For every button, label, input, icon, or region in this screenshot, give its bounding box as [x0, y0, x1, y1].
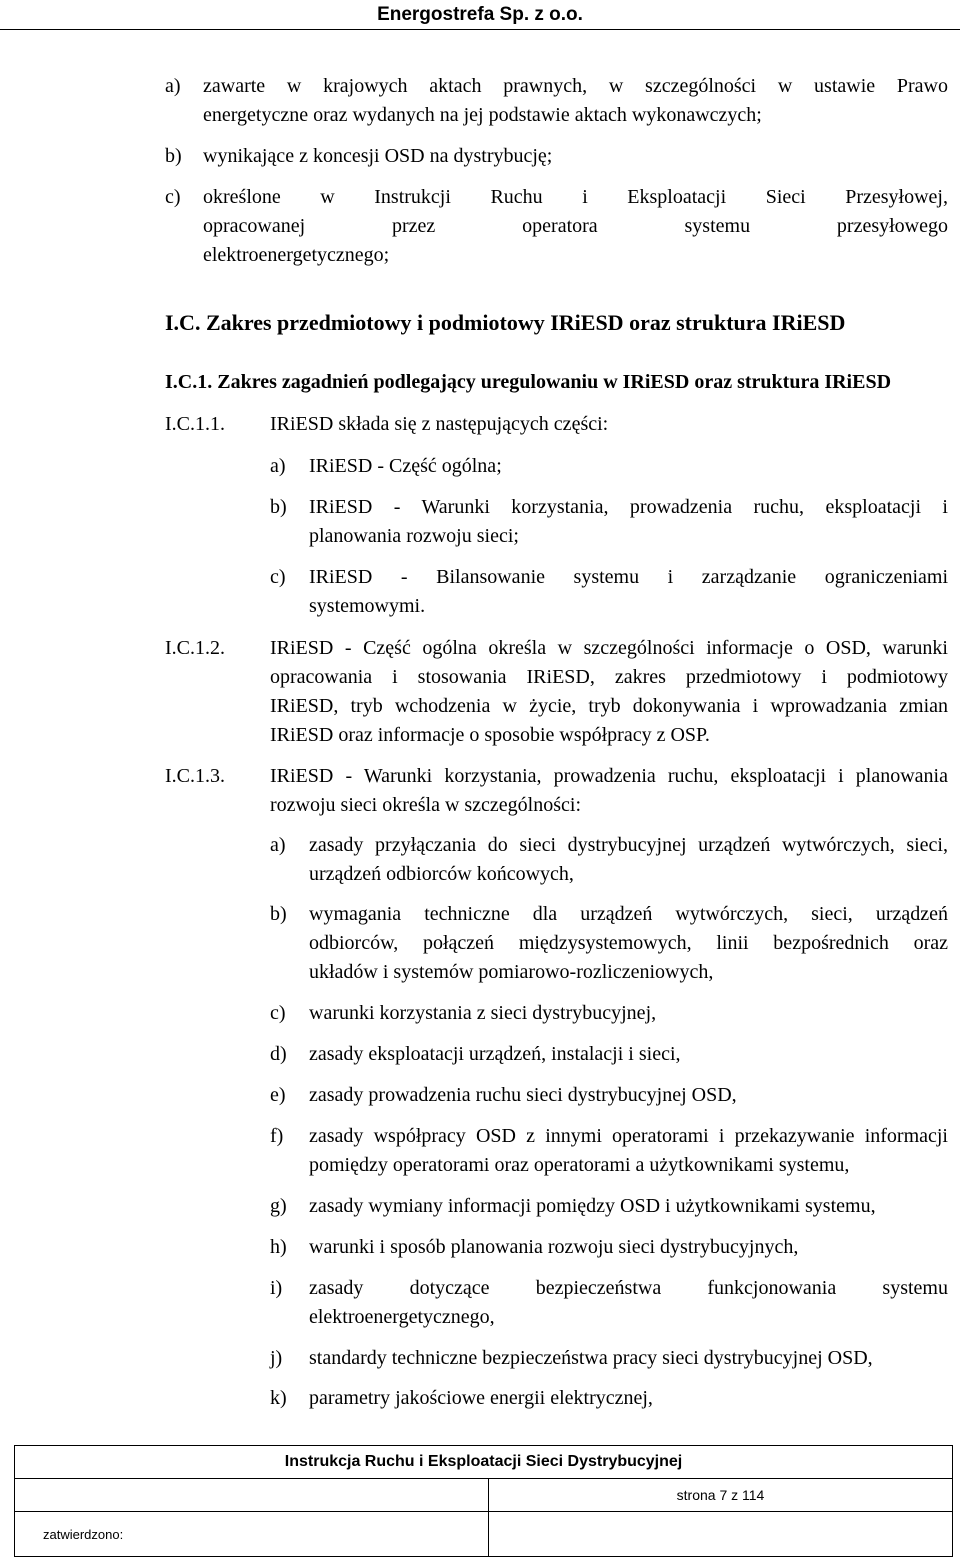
list-item-line: odbiorców, połączeń międzysystemowych, linii bezpośrednich oraz [309, 932, 948, 954]
page-number: strona 7 z 114 [489, 1479, 953, 1512]
paragraph-text: IRiESD oraz informacje o sposobie współpracy z OSP. [270, 724, 710, 746]
footer-cell-empty [15, 1479, 489, 1512]
list-item-line: zasady współpracy OSD z innymi operatorami i przekazywanie informacji [309, 1125, 948, 1147]
list-item-line: układów i systemów pomiarowo-rozliczeniowych, [309, 961, 714, 983]
list-label: b) [270, 496, 287, 518]
list-item-line: określone w Instrukcji Ruchu i Eksploatacji Sieci Przesyłowej, [203, 186, 948, 208]
list-item-line: urządzeń odbiorców końcowych, [309, 863, 574, 885]
list-label: b) [165, 145, 182, 167]
list-item-line: IRiESD - Warunki korzystania, prowadzenia ruchu, eksploatacji i [309, 496, 948, 518]
list-item-line: zasady eksploatacji urządzeń, instalacji i sieci, [309, 1043, 681, 1065]
footer-cell-empty [489, 1512, 953, 1557]
list-label: c) [165, 186, 181, 208]
list-label: f) [270, 1125, 284, 1147]
list-item-line: IRiESD - Bilansowanie systemu i zarządzanie ograniczeniami [309, 566, 948, 588]
list-label: h) [270, 1236, 287, 1258]
list-label: k) [270, 1387, 287, 1409]
paragraph-number: I.C.1.1. [165, 413, 225, 435]
list-label: i) [270, 1277, 283, 1299]
list-label: a) [270, 834, 286, 856]
list-item-line: planowania rozwoju sieci; [309, 525, 519, 547]
list-item-line: wymagania techniczne dla urządzeń wytwórczych, sieci, urządzeń [309, 903, 948, 925]
list-item-line: systemowymi. [309, 595, 426, 617]
list-item-line: zawarte w krajowych aktach prawnych, w szczególności w ustawie Prawo [203, 75, 948, 97]
list-item-line: elektroenergetycznego; [203, 244, 390, 266]
company-name: Energostrefa Sp. z o.o. [377, 4, 583, 25]
list-item-line: IRiESD - Część ogólna; [309, 455, 502, 477]
footer-title: Instrukcja Ruchu i Eksploatacji Sieci Dystrybucyjnej [15, 1446, 953, 1479]
approved-label: zatwierdzono: [15, 1512, 489, 1557]
paragraph-text: rozwoju sieci określa w szczególności: [270, 794, 582, 816]
header-rule [0, 29, 960, 30]
list-item-line: wynikające z koncesji OSD na dystrybucję; [203, 145, 553, 167]
paragraph-number: I.C.1.2. [165, 637, 225, 659]
paragraph-number: I.C.1.3. [165, 765, 225, 787]
list-label: a) [270, 455, 286, 477]
list-item-line: standardy techniczne bezpieczeństwa pracy sieci dystrybucyjnej OSD, [309, 1347, 873, 1369]
list-item-line: parametry jakościowe energii elektrycznej, [309, 1387, 653, 1409]
list-item-line: elektroenergetycznego, [309, 1306, 495, 1328]
list-item-line: zasady dotyczące bezpieczeństwa funkcjonowania systemu [309, 1277, 948, 1299]
list-item-line: pomiędzy operatorami oraz operatorami a użytkownikami systemu, [309, 1154, 850, 1176]
paragraph-text: IRiESD - Część ogólna określa w szczególności informacje o OSD, warunki [270, 637, 948, 659]
list-label: a) [165, 75, 181, 97]
list-item-line: zasady wymiany informacji pomiędzy OSD i użytkownikami systemu, [309, 1195, 876, 1217]
list-label: j) [270, 1347, 283, 1369]
paragraph-text: IRiESD, tryb wchodzenia w życie, tryb dokonywania i wprowadzania zmian [270, 695, 948, 717]
page-footer [14, 1445, 953, 1557]
list-item-line: energetyczne oraz wydanych na jej podstawie aktach wykonawczych; [203, 104, 762, 126]
paragraph-text: IRiESD składa się z następujących części: [270, 413, 609, 435]
list-item-line: warunki korzystania z sieci dystrybucyjnej, [309, 1002, 657, 1024]
subsection-heading: I.C.1. Zakres zagadnień podlegający uregulowaniu w IRiESD oraz struktura IRiESD [165, 371, 892, 393]
list-label: d) [270, 1043, 287, 1065]
list-item-line: zasady prowadzenia ruchu sieci dystrybucyjnej OSD, [309, 1084, 737, 1106]
list-label: b) [270, 903, 287, 925]
list-label: c) [270, 1002, 286, 1024]
list-item-line: warunki i sposób planowania rozwoju sieci dystrybucyjnych, [309, 1236, 799, 1258]
list-label: c) [270, 566, 286, 588]
paragraph-text: IRiESD - Warunki korzystania, prowadzenia ruchu, eksploatacji i planowania [270, 765, 948, 787]
list-label: g) [270, 1195, 287, 1217]
list-label: e) [270, 1084, 286, 1106]
paragraph-text: opracowania i stosowania IRiESD, zakres przedmiotowy i podmiotowy [270, 666, 948, 688]
section-heading: I.C. Zakres przedmiotowy i podmiotowy IRiESD oraz struktura IRiESD [165, 310, 846, 335]
list-item-line: zasady przyłączania do sieci dystrybucyjnej urządzeń wytwórczych, sieci, [309, 834, 948, 856]
list-item-line: opracowanej przez operatora systemu przesyłowego [203, 215, 948, 237]
